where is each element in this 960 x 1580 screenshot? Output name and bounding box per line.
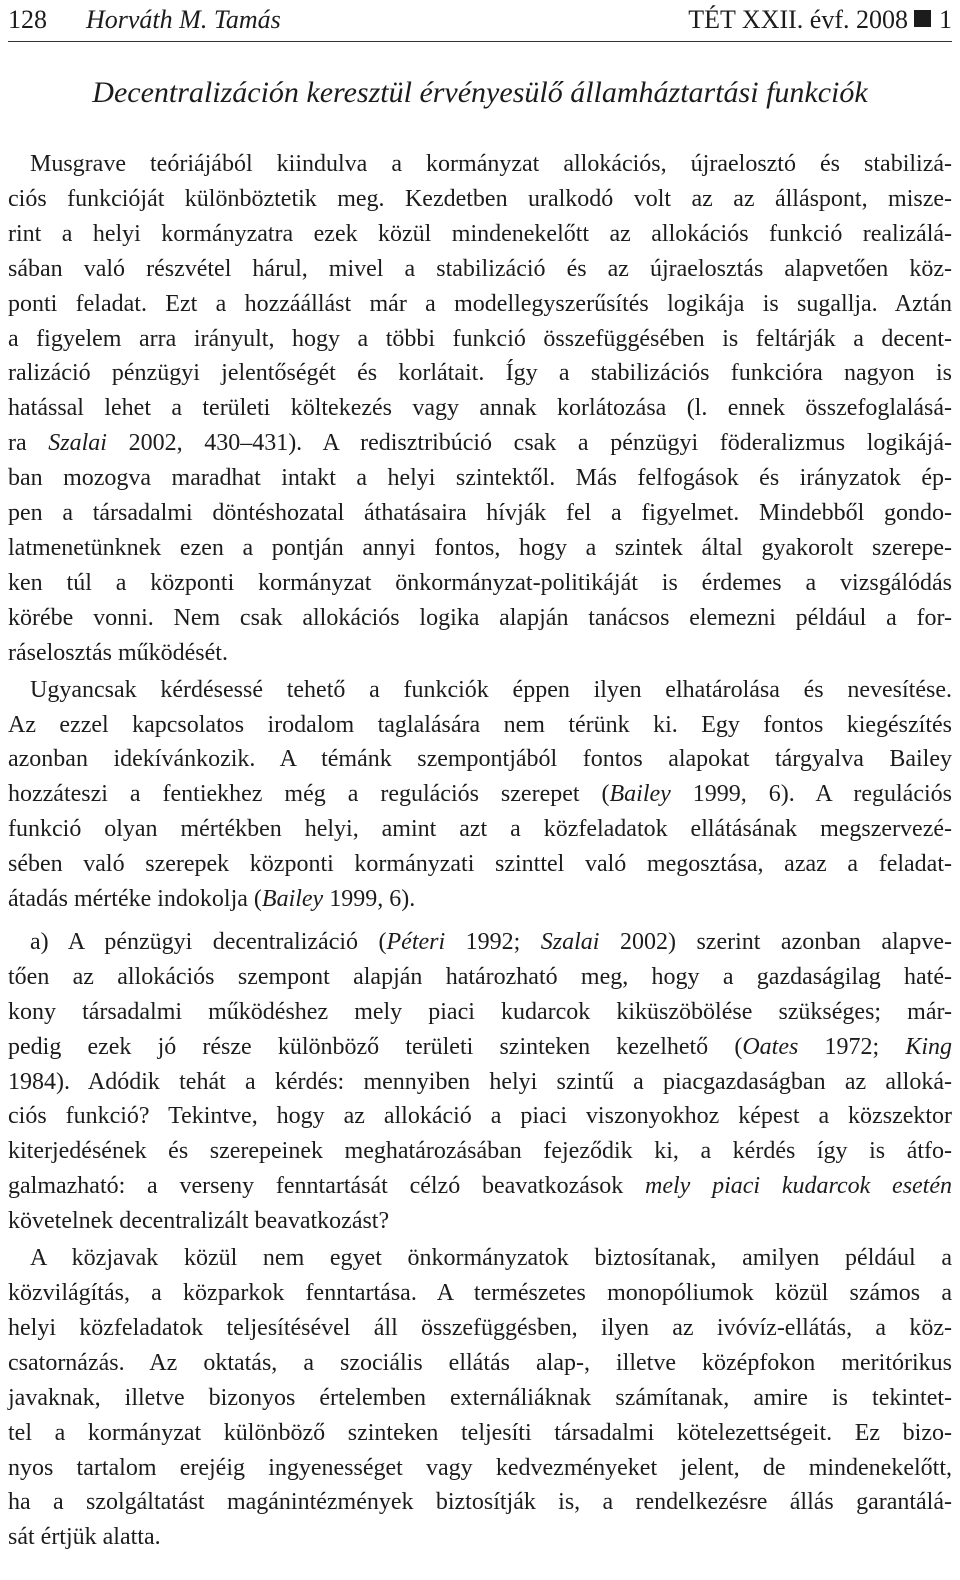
body-text	[8, 147, 952, 1555]
text-line: azonban idekívánkozik. A témánk szempontjából fontos alapokat tárgyalva Bailey	[8, 746, 952, 773]
journal-volume: TÉT XXII. évf. 2008	[688, 5, 908, 34]
text-line: funkció olyan mértékben helyi, amint azt a közfeladatok ellátásának megszervezé-	[8, 816, 952, 843]
text-line: hozzáteszi a fentiekhez még a regulációs szerepet (Bailey 1999, 6). A regulációs	[8, 781, 952, 808]
text-line: ralizáció pénzügyi jelentőségét és korlátait. Így a stabilizációs funkcióra nagyon is	[8, 360, 952, 387]
cited-author: Oates	[742, 1033, 799, 1060]
text-line: követelnek decentralizált beavatkozást?	[8, 1208, 390, 1235]
text-line: a figyelem arra irányult, hogy a többi funkció összefüggésében is feltárják a decent-	[8, 325, 952, 352]
running-author: Horváth M. Tamás	[86, 5, 281, 34]
paragraph-4	[8, 1241, 952, 1555]
cited-author: Péteri	[386, 928, 446, 955]
cited-author: Szalai	[48, 430, 107, 457]
text-line: kony társadalmi működéshez mely piaci kudarcok kiküszöbölése szükséges; már-	[8, 998, 952, 1025]
square-bullet-icon	[914, 10, 931, 27]
text-line: körébe vonni. Nem csak allokációs logika alapján tanácsos elemezni például a for-	[8, 604, 952, 631]
paragraph-3	[8, 925, 952, 1239]
text-line: Az ezzel kapcsolatos irodalom taglalására nem térünk ki. Egy fontos kiegészítés	[8, 711, 952, 738]
text-line: Musgrave teóriájából kiindulva a kormányzat allokációs, újraelosztó és stabilizá-	[30, 151, 952, 177]
cited-author: Szalai	[540, 928, 600, 955]
text-line: átadás mértéke indokolja (Bailey 1999, 6).	[8, 886, 416, 913]
text-line: A közjavak közül nem egyet önkormányzatok biztosítanak, amilyen például a	[30, 1245, 952, 1272]
text-line: ponti feladat. Ezt a hozzáállást már a modellegyszerűsítés logikája is sugallja. Aztán	[8, 290, 952, 317]
text-line: tően az allokációs szempont alapján határozható meg, hogy a gazdaságilag haté-	[8, 963, 952, 990]
text-line: rint a helyi kormányzatra ezek közül mindenekelőtt az allokációs funkció realizálá-	[8, 220, 952, 247]
header-rule	[8, 41, 952, 42]
text-line: ban mozogva maradhat intakt a helyi szintektől. Más felfogások és irányzatok ép-	[8, 465, 952, 492]
cited-author: Bailey	[609, 781, 671, 808]
journal-info	[688, 2, 952, 38]
cited-author: Bailey	[261, 886, 324, 913]
text-line: ha a szolgáltatást magánintézmények biztosítják is, a rendelkezésre állás garantálá-	[8, 1489, 952, 1516]
text-line: pen a társadalmi döntéshozatal áthatásaira hívják fel a figyelmet. Mindebből gondo-	[8, 500, 952, 527]
running-header	[8, 2, 952, 38]
text-line: sében való szerepek központi kormányzati szinttel való megosztása, azaz a feladat-	[8, 851, 952, 878]
text-line: kiterjedésének és szerepeinek meghatározásában fejeződik ki, a kérdés így is átfo-	[8, 1138, 952, 1165]
text-line: nyos tartalom erejéig ingyenességet vagy kedvezményeket jelent, de mindenekelőtt,	[8, 1454, 952, 1481]
page-number: 128	[8, 5, 47, 34]
text-line: galmazható: a verseny fenntartását célzó beavatkozások mely piaci kudarcok esetén	[8, 1173, 953, 1200]
text-line: Ugyancsak kérdésessé tehető a funkciók éppen ilyen elhatárolása és nevesítése.	[30, 676, 952, 703]
text-line: közvilágítás, a közparkok fenntartása. A természetes monopóliumok közül számos a	[8, 1280, 952, 1306]
cited-author: King	[905, 1033, 953, 1060]
text-line: sát értjük alatta.	[8, 1524, 161, 1551]
text-line: csatornázás. Az oktatás, a szociális ellátás alap-, illetve középfokon meritórikus	[8, 1349, 952, 1376]
text-line: 1984). Adódik tehát a kérdés: mennyiben helyi szintű a piacgazdaságban az alloká-	[8, 1068, 952, 1095]
issue-number: 1	[939, 5, 952, 34]
text-line: latmenetünknek ezen a pontján annyi fontos, hogy a szintek által gyakorolt szerepe-	[8, 534, 952, 561]
paragraph-1	[8, 147, 952, 671]
text-line: ráselosztás működését.	[8, 639, 228, 666]
text-line: javaknak, illetve bizonyos értelemben externáliáknak számítanak, amire is tekintet-	[8, 1384, 952, 1411]
text-line: hatással lehet a területi költekezés vagy annak korlátozása (l. ennek összefoglalásá-	[8, 395, 952, 422]
text-line: helyi közfeladatok teljesítésével áll összefüggésben, ilyen az ivóvíz-ellátás, a köz-	[8, 1314, 952, 1341]
text-line: sában való részvétel hárul, mivel a stabilizáció és az újraelosztás alapvetően köz-	[8, 255, 952, 282]
section-title: Decentralizáción keresztül érvényesülő államháztartási funkciók	[92, 76, 868, 109]
paragraph-2	[8, 673, 952, 917]
cited-author: mely piaci kudarcok esetén	[645, 1173, 953, 1200]
text-line: ciós funkció? Tekintve, hogy az allokáció a piaci viszonyokhoz képest a közszektor	[8, 1103, 952, 1130]
text-line: a) A pénzügyi decentralizáció (Péteri 1992; Szalai 2002) szerint azonban alapve-	[30, 928, 952, 955]
text-line: ken túl a központi kormányzat önkormányzat-politikáját is érdemes a vizsgálódás	[8, 569, 952, 596]
text-line: ciós funkcióját különböztetik meg. Kezdetben uralkodó volt az az álláspont, misze-	[8, 185, 952, 212]
text-line: pedig ezek jó része különböző területi szinteken kezelhető (Oates 1972; King	[8, 1033, 953, 1060]
text-line: tel a kormányzat különböző szinteken teljesíti társadalmi kötelezettségeit. Ez bizo-	[8, 1419, 952, 1446]
text-line: ra Szalai 2002, 430–431). A redisztribúció csak a pénzügyi föderalizmus logikájá-	[8, 430, 952, 457]
